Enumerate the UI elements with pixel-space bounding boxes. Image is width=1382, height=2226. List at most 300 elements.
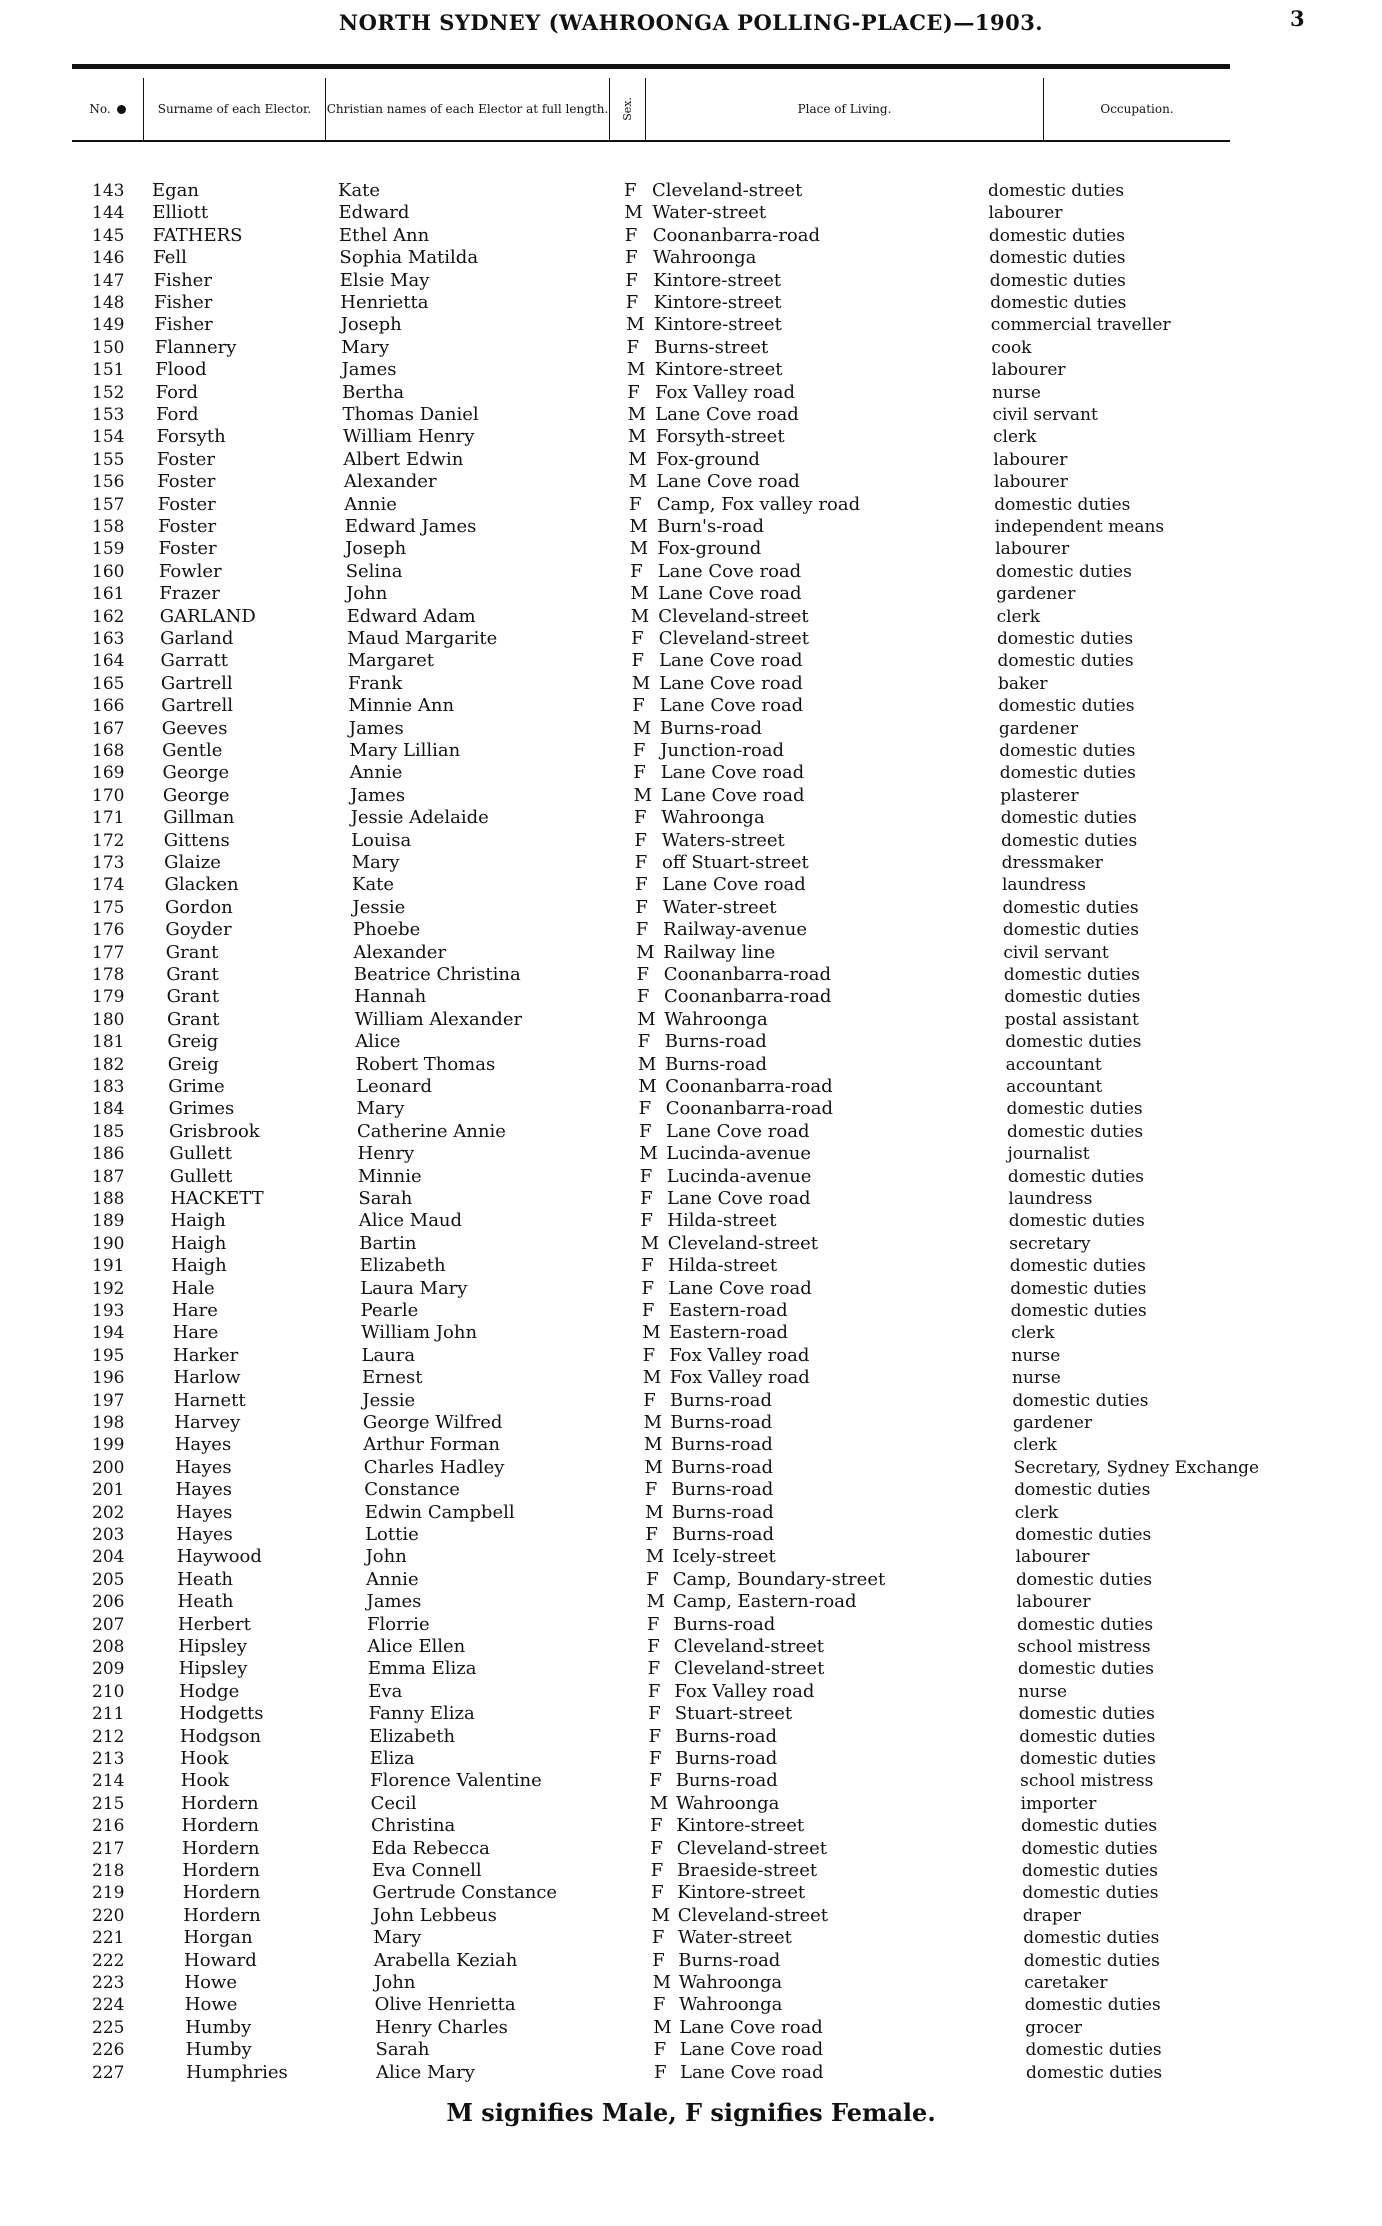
elector-sex: F bbox=[630, 560, 643, 582]
elector-surname: Hordern bbox=[183, 1904, 261, 1926]
elector-occupation: domestic duties bbox=[994, 494, 1131, 515]
elector-occupation: domestic duties bbox=[1017, 1614, 1154, 1635]
elector-place-of-living: off Stuart-street bbox=[662, 852, 809, 873]
elector-number: 187 bbox=[92, 1166, 125, 1187]
elector-surname: Elliott bbox=[152, 202, 209, 224]
elector-place-of-living: Cleveland-street bbox=[667, 1232, 818, 1254]
table-row bbox=[0, 1434, 1382, 1456]
elector-sex: M bbox=[629, 538, 649, 560]
elector-surname: Gittens bbox=[163, 829, 230, 851]
elector-place-of-living: Lane Cove road bbox=[659, 695, 804, 717]
elector-number: 157 bbox=[92, 494, 125, 515]
elector-number: 190 bbox=[92, 1233, 125, 1254]
legend-footer: M signifies Male, F signifies Female. bbox=[446, 2098, 936, 2127]
elector-sex: F bbox=[646, 1568, 659, 1590]
elector-occupation: laundress bbox=[1002, 875, 1086, 896]
elector-christian-names: Minnie bbox=[357, 1165, 422, 1187]
elector-place-of-living: Lane Cove road bbox=[679, 2039, 824, 2061]
elector-place-of-living: Camp, Fox valley road bbox=[656, 493, 861, 515]
elector-number: 178 bbox=[92, 965, 125, 985]
elector-occupation: domestic duties bbox=[988, 225, 1125, 246]
elector-christian-names: Jessie bbox=[352, 896, 406, 918]
page-title: NORTH SYDNEY (WAHROONGA POLLING-PLACE)—1903. bbox=[338, 10, 1044, 35]
table-row bbox=[0, 1524, 1382, 1546]
elector-christian-names: William John bbox=[361, 1322, 478, 1344]
elector-place-of-living: Wahroonga bbox=[664, 1008, 768, 1030]
elector-surname: Grime bbox=[168, 1076, 225, 1097]
elector-christian-names: Emma Eliza bbox=[367, 1658, 477, 1680]
elector-christian-names: Cecil bbox=[370, 1792, 417, 1814]
elector-occupation: dressmaker bbox=[1001, 853, 1103, 873]
elector-occupation: domestic duties bbox=[998, 696, 1135, 717]
elector-occupation: domestic duties bbox=[1021, 1816, 1158, 1837]
elector-surname: Harnett bbox=[173, 1389, 246, 1411]
elector-occupation: labourer bbox=[993, 449, 1068, 470]
elector-number: 180 bbox=[92, 1009, 125, 1030]
elector-place-of-living: Lucinda-avenue bbox=[666, 1165, 812, 1187]
elector-place-of-living: Kintore-street bbox=[653, 292, 782, 313]
elector-surname: Hodgson bbox=[179, 1725, 262, 1747]
elector-sex: F bbox=[631, 628, 644, 649]
table-row bbox=[0, 359, 1382, 381]
elector-occupation: gardener bbox=[996, 584, 1076, 605]
table-row bbox=[0, 449, 1382, 471]
elector-surname: Hayes bbox=[174, 1434, 232, 1456]
header-christian bbox=[326, 78, 610, 140]
elector-sex: F bbox=[625, 292, 639, 313]
elector-occupation: nurse bbox=[1012, 1368, 1061, 1389]
table-row bbox=[0, 1972, 1382, 1994]
elector-christian-names: Henry bbox=[357, 1143, 415, 1165]
elector-number: 155 bbox=[92, 449, 125, 470]
elector-sex: F bbox=[634, 852, 648, 873]
table-row bbox=[0, 494, 1382, 516]
table-header bbox=[72, 78, 1230, 142]
elector-sex: M bbox=[633, 784, 653, 806]
table-row bbox=[0, 740, 1382, 762]
table-row bbox=[0, 180, 1382, 202]
elector-number: 167 bbox=[92, 718, 125, 739]
header-sex-label: Sex. bbox=[621, 97, 634, 121]
elector-sex: F bbox=[640, 1188, 653, 1209]
elector-surname: Gartrell bbox=[160, 672, 233, 694]
elector-surname: Howe bbox=[184, 1972, 237, 1993]
table-row bbox=[0, 1076, 1382, 1098]
elector-christian-names: James bbox=[366, 1591, 422, 1613]
elector-christian-names: Edward James bbox=[344, 516, 477, 537]
table-row bbox=[0, 1770, 1382, 1792]
elector-number: 215 bbox=[92, 1793, 125, 1814]
elector-christian-names: James bbox=[341, 359, 397, 381]
elector-christian-names: Alice Ellen bbox=[367, 1636, 466, 1657]
table-row bbox=[0, 1569, 1382, 1591]
elector-christian-names: Florence Valentine bbox=[370, 1770, 542, 1792]
elector-place-of-living: Burns-road bbox=[665, 1053, 768, 1075]
elector-christian-names: Alexander bbox=[353, 941, 447, 963]
elector-number: 174 bbox=[92, 875, 125, 896]
elector-occupation: domestic duties bbox=[1024, 1995, 1161, 2016]
elector-place-of-living: Wahroonga bbox=[676, 1792, 780, 1814]
elector-christian-names: Henrietta bbox=[340, 292, 429, 313]
elector-sex: F bbox=[641, 1277, 654, 1299]
elector-occupation: domestic duties bbox=[1005, 1032, 1142, 1053]
elector-number: 181 bbox=[92, 1032, 125, 1053]
elector-occupation: commercial traveller bbox=[990, 315, 1171, 336]
table-row bbox=[0, 202, 1382, 224]
top-rule bbox=[72, 64, 1230, 69]
elector-occupation: domestic duties bbox=[1019, 1726, 1156, 1747]
elector-number: 219 bbox=[92, 1883, 125, 1904]
table-row bbox=[0, 2039, 1382, 2061]
elector-place-of-living: Stuart-street bbox=[674, 1703, 793, 1725]
elector-surname: Fisher bbox=[153, 269, 212, 291]
elector-sex: F bbox=[639, 1165, 653, 1187]
elector-occupation: domestic duties bbox=[1014, 1480, 1151, 1501]
elector-number: 202 bbox=[92, 1502, 125, 1523]
elector-place-of-living: Fox-ground bbox=[656, 448, 760, 470]
elector-christian-names: Hannah bbox=[354, 986, 427, 1008]
elector-place-of-living: Burns-road bbox=[671, 1479, 774, 1501]
elector-christian-names: Eda Rebecca bbox=[371, 1837, 490, 1859]
elector-place-of-living: Lane Cove road bbox=[659, 650, 803, 672]
elector-sex: M bbox=[642, 1322, 661, 1344]
table-row bbox=[0, 1278, 1382, 1300]
table-row bbox=[0, 1121, 1382, 1143]
elector-place-of-living: Lane Cove road bbox=[660, 762, 805, 784]
elector-place-of-living: Burns-road bbox=[672, 1524, 775, 1545]
elector-place-of-living: Lane Cove road bbox=[658, 583, 802, 605]
elector-surname: Grimes bbox=[168, 1098, 235, 1120]
elector-christian-names: Eva bbox=[368, 1680, 403, 1702]
elector-sex: F bbox=[635, 874, 648, 896]
elector-place-of-living: Kintore-street bbox=[677, 1882, 806, 1904]
table-row bbox=[0, 1479, 1382, 1501]
elector-number: 201 bbox=[92, 1480, 125, 1501]
elector-number: 210 bbox=[92, 1681, 125, 1702]
elector-surname: Hordern bbox=[182, 1882, 261, 1904]
elector-occupation: domestic duties bbox=[1017, 1659, 1154, 1680]
elector-surname: Egan bbox=[152, 180, 199, 201]
elector-surname: Hook bbox=[180, 1748, 229, 1769]
elector-occupation: laundress bbox=[1008, 1189, 1093, 1209]
elector-christian-names: Maud Margarite bbox=[347, 628, 498, 649]
elector-place-of-living: Burns-road bbox=[670, 1389, 773, 1411]
elector-surname: Fisher bbox=[154, 292, 213, 313]
table-row bbox=[0, 382, 1382, 404]
elector-sex: F bbox=[646, 1613, 660, 1635]
elector-place-of-living: Water-street bbox=[652, 202, 767, 224]
table-row bbox=[0, 650, 1382, 672]
elector-surname: George bbox=[162, 762, 230, 784]
elector-surname: Hordern bbox=[182, 1860, 260, 1881]
elector-occupation: domestic duties bbox=[1007, 1166, 1144, 1187]
elector-surname: Foster bbox=[157, 471, 216, 493]
elector-christian-names: Gertrude Constance bbox=[372, 1882, 558, 1904]
table-row bbox=[0, 942, 1382, 964]
elector-surname: Hare bbox=[172, 1300, 218, 1321]
elector-surname: Grant bbox=[166, 986, 220, 1008]
header-place-label: Place of Living. bbox=[797, 101, 892, 116]
elector-surname: Foster bbox=[156, 448, 215, 470]
elector-place-of-living: Forsyth-street bbox=[655, 426, 785, 448]
elector-sex: F bbox=[653, 2039, 667, 2061]
elector-number: 227 bbox=[92, 2062, 125, 2083]
elector-sex: M bbox=[637, 1053, 657, 1075]
elector-place-of-living: Burns-road bbox=[670, 1412, 773, 1433]
elector-sex: F bbox=[634, 829, 647, 851]
table-row bbox=[0, 538, 1382, 560]
elector-occupation: domestic duties bbox=[1000, 808, 1137, 829]
elector-place-of-living: Water-street bbox=[678, 1927, 792, 1949]
elector-occupation: baker bbox=[998, 673, 1048, 694]
header-sex bbox=[610, 78, 646, 140]
elector-place-of-living: Eastern-road bbox=[668, 1300, 788, 1321]
elector-number: 168 bbox=[92, 741, 125, 761]
elector-sex: F bbox=[640, 1210, 653, 1232]
elector-sex: F bbox=[627, 381, 640, 403]
table-row bbox=[0, 785, 1382, 807]
elector-number: 160 bbox=[92, 561, 125, 582]
elector-number: 145 bbox=[92, 225, 125, 246]
table-row bbox=[0, 471, 1382, 493]
elector-surname: Flood bbox=[155, 359, 207, 381]
elector-number: 221 bbox=[92, 1928, 125, 1949]
table-row bbox=[0, 337, 1382, 359]
elector-place-of-living: Coonanbarra-road bbox=[665, 1098, 834, 1120]
elector-surname: Hale bbox=[171, 1277, 215, 1299]
table-row bbox=[0, 807, 1382, 829]
elector-number: 158 bbox=[92, 517, 125, 537]
table-row bbox=[0, 426, 1382, 448]
elector-sex: F bbox=[647, 1658, 661, 1680]
header-no bbox=[72, 78, 144, 140]
elector-occupation: Secretary, Sydney Exchange bbox=[1013, 1457, 1260, 1478]
elector-christian-names: Bartin bbox=[359, 1232, 417, 1254]
table-row bbox=[0, 1210, 1382, 1232]
elector-surname: George bbox=[162, 784, 230, 806]
elector-sex: F bbox=[625, 269, 638, 291]
elector-occupation: civil servant bbox=[992, 405, 1098, 425]
elector-occupation: domestic duties bbox=[1009, 1256, 1146, 1277]
elector-sex: F bbox=[651, 1882, 664, 1904]
table-row bbox=[0, 225, 1382, 247]
elector-number: 192 bbox=[92, 1278, 125, 1299]
elector-sex: F bbox=[639, 1120, 652, 1142]
elector-place-of-living: Camp, Eastern-road bbox=[673, 1591, 857, 1613]
table-row bbox=[0, 1748, 1382, 1770]
elector-christian-names: Sarah bbox=[375, 2039, 430, 2061]
elector-place-of-living: Wahroonga bbox=[661, 807, 765, 829]
elector-occupation: domestic duties bbox=[1026, 2062, 1163, 2083]
elector-place-of-living: Cleveland-street bbox=[677, 1904, 828, 1926]
elector-sex: F bbox=[650, 1837, 663, 1859]
elector-christian-names: Laura bbox=[361, 1344, 416, 1366]
elector-occupation: cook bbox=[991, 337, 1032, 358]
elector-place-of-living: Coonanbarra-road bbox=[663, 964, 832, 985]
elector-surname: Gartrell bbox=[161, 695, 234, 717]
table-row bbox=[0, 1614, 1382, 1636]
elector-sex: M bbox=[628, 448, 647, 470]
elector-christian-names: Alice bbox=[355, 1031, 401, 1053]
elector-christian-names: Sarah bbox=[358, 1188, 413, 1209]
elector-place-of-living: Wahroonga bbox=[653, 247, 757, 269]
elector-place-of-living: Hilda-street bbox=[667, 1210, 777, 1232]
elector-christian-names: Edward Adam bbox=[346, 605, 476, 627]
elector-sex: M bbox=[642, 1367, 662, 1389]
table-row bbox=[0, 1188, 1382, 1210]
elector-surname: Greig bbox=[167, 1031, 219, 1053]
header-occupation bbox=[1044, 78, 1230, 140]
elector-place-of-living: Burns-road bbox=[675, 1770, 778, 1792]
elector-place-of-living: Kintore-street bbox=[653, 269, 782, 291]
elector-christian-names: Leonard bbox=[356, 1076, 432, 1097]
page-number: 3 bbox=[1290, 6, 1305, 31]
elector-sex: F bbox=[647, 1636, 660, 1657]
elector-surname: Fell bbox=[153, 247, 187, 269]
elector-occupation: domestic duties bbox=[999, 741, 1136, 761]
elector-number: 176 bbox=[92, 920, 125, 941]
table-row bbox=[0, 1143, 1382, 1165]
table-row bbox=[0, 247, 1382, 269]
elector-sex: F bbox=[647, 1680, 661, 1702]
table-row bbox=[0, 516, 1382, 538]
elector-surname: Haigh bbox=[171, 1255, 227, 1277]
elector-occupation: domestic duties bbox=[1006, 1099, 1143, 1120]
elector-place-of-living: Wahroonga bbox=[678, 1972, 783, 1993]
table-row bbox=[0, 897, 1382, 919]
elector-place-of-living: Railway line bbox=[663, 941, 776, 963]
elector-sex: F bbox=[635, 919, 649, 941]
table-row bbox=[0, 986, 1382, 1008]
table-row bbox=[0, 964, 1382, 986]
elector-number: 199 bbox=[92, 1435, 125, 1456]
elector-place-of-living: Braeside-street bbox=[677, 1860, 818, 1881]
elector-sex: F bbox=[652, 1994, 666, 2016]
elector-sex: F bbox=[629, 493, 642, 515]
table-row bbox=[0, 1031, 1382, 1053]
elector-occupation: domestic duties bbox=[1015, 1525, 1152, 1545]
elector-sex: M bbox=[637, 1008, 656, 1030]
elector-occupation: domestic duties bbox=[1023, 1928, 1160, 1949]
elector-occupation: clerk bbox=[996, 606, 1041, 627]
table-row bbox=[0, 1457, 1382, 1479]
elector-surname: Hipsley bbox=[178, 1636, 248, 1657]
elector-christian-names: Jessie Adelaide bbox=[350, 807, 489, 829]
elector-place-of-living: Lane Cove road bbox=[657, 560, 802, 582]
elector-place-of-living: Burns-street bbox=[654, 336, 769, 358]
elector-christian-names: Eva Connell bbox=[371, 1860, 482, 1881]
elector-sex: M bbox=[636, 941, 655, 963]
elector-occupation: domestic duties bbox=[1016, 1569, 1153, 1590]
elector-sex: M bbox=[632, 717, 652, 739]
elector-christian-names: Kate bbox=[338, 180, 381, 201]
elector-occupation: school mistress bbox=[1020, 1771, 1154, 1792]
elector-surname: Fowler bbox=[158, 560, 222, 582]
elector-number: 175 bbox=[92, 897, 125, 918]
elector-christian-names: Alexander bbox=[343, 471, 437, 493]
elector-occupation: plasterer bbox=[1000, 785, 1079, 806]
elector-sex: M bbox=[651, 1904, 670, 1926]
elector-place-of-living: Fox Valley road bbox=[674, 1680, 815, 1702]
elector-surname: Harvey bbox=[174, 1412, 241, 1433]
elector-number: 214 bbox=[92, 1771, 125, 1792]
elector-occupation: labourer bbox=[1015, 1547, 1090, 1568]
elector-surname: Garland bbox=[160, 628, 234, 649]
elector-surname: Goyder bbox=[165, 919, 232, 941]
elector-surname: Hordern bbox=[182, 1837, 260, 1859]
elector-christian-names: Kate bbox=[352, 874, 395, 896]
elector-place-of-living: Fox Valley road bbox=[669, 1367, 810, 1389]
elector-occupation: labourer bbox=[993, 472, 1068, 493]
table-row bbox=[0, 1815, 1382, 1837]
elector-christian-names: Fanny Eliza bbox=[368, 1703, 475, 1725]
elector-number: 164 bbox=[92, 651, 125, 672]
elector-place-of-living: Lane Cove road bbox=[662, 874, 806, 896]
elector-place-of-living: Burns-road bbox=[678, 1949, 781, 1971]
elector-surname: Hodge bbox=[179, 1680, 240, 1702]
table-row bbox=[0, 718, 1382, 740]
elector-surname: Gullett bbox=[169, 1143, 232, 1165]
table-row bbox=[0, 1412, 1382, 1434]
elector-number: 153 bbox=[92, 405, 125, 425]
elector-occupation: domestic duties bbox=[1022, 1883, 1159, 1904]
elector-number: 182 bbox=[92, 1054, 125, 1075]
elector-christian-names: Charles Hadley bbox=[363, 1456, 505, 1478]
elector-number: 144 bbox=[92, 203, 125, 224]
elector-surname: Hordern bbox=[181, 1792, 259, 1814]
elector-number: 191 bbox=[92, 1256, 125, 1277]
elector-christian-names: Frank bbox=[348, 672, 403, 694]
elector-christian-names: Beatrice Christina bbox=[353, 964, 521, 985]
elector-occupation: labourer bbox=[988, 203, 1063, 224]
elector-christian-names: William Alexander bbox=[354, 1008, 523, 1030]
elector-number: 200 bbox=[92, 1457, 125, 1478]
table-row bbox=[0, 561, 1382, 583]
table-row bbox=[0, 1166, 1382, 1188]
elector-christian-names: Mary bbox=[356, 1098, 405, 1120]
elector-sex: F bbox=[651, 1927, 665, 1949]
elector-sex: F bbox=[649, 1748, 662, 1769]
elector-number: 183 bbox=[92, 1077, 125, 1097]
header-christian-label: Christian names of each Elector at full length. bbox=[326, 101, 609, 116]
table-row bbox=[0, 404, 1382, 426]
elector-number: 223 bbox=[92, 1973, 125, 1993]
elector-occupation: domestic duties bbox=[1010, 1301, 1147, 1321]
elector-christian-names: Robert Thomas bbox=[355, 1053, 496, 1075]
table-row bbox=[0, 2062, 1382, 2084]
elector-christian-names: Mary bbox=[373, 1927, 422, 1949]
elector-number: 217 bbox=[92, 1838, 125, 1859]
elector-number: 204 bbox=[92, 1547, 125, 1568]
elector-christian-names: James bbox=[348, 717, 404, 739]
elector-number: 222 bbox=[92, 1950, 125, 1971]
elector-sex: F bbox=[641, 1255, 654, 1277]
elector-number: 177 bbox=[92, 942, 125, 963]
elector-place-of-living: Fox-ground bbox=[657, 538, 762, 560]
elector-christian-names: Joseph bbox=[345, 538, 407, 560]
elector-christian-names: Catherine Annie bbox=[357, 1120, 506, 1142]
elector-sex: F bbox=[632, 695, 645, 717]
table-row bbox=[0, 1681, 1382, 1703]
elector-place-of-living: Kintore-street bbox=[676, 1815, 805, 1837]
elector-place-of-living: Fox Valley road bbox=[655, 381, 796, 403]
elector-place-of-living: Burns-road bbox=[664, 1031, 767, 1053]
elector-christian-names: Laura Mary bbox=[360, 1277, 468, 1299]
elector-surname: Herbert bbox=[177, 1613, 251, 1635]
table-row bbox=[0, 1950, 1382, 1972]
elector-christian-names: Arabella Keziah bbox=[373, 1949, 518, 1971]
elector-number: 162 bbox=[92, 606, 125, 627]
